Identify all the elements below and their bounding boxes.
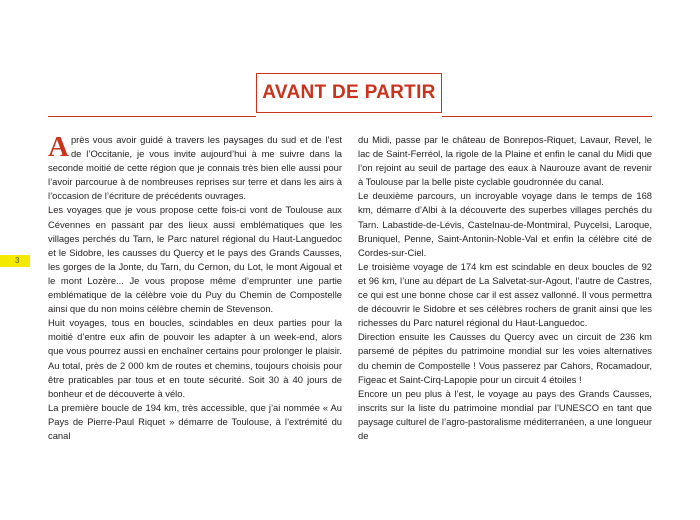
paragraph: du Midi, passe par le château de Bonrepos-Riquet, Lavaur, Revel, le lac de Saint-Ferréol, la rigole de la Plaine et enfin le canal du Midi que l’on rejoint au seuil de partage des eaux à Naurouze avant de revenir à Toulouse par la belle piste cyclable goudronnée du canal. [358, 134, 652, 188]
paragraph: Huit voyages, tous en boucles, scindables en deux parties pour la moitié d’entre eux afin de pouvoir les adapter à un week-end, alors que vous pourrez aussi en enchaîner certains pour prolonger le plaisir. Au total, près de 2 000 km de routes et chemins, toujours choisis pour être praticables par tous et en toute sécurité. Soit 30 à 40 jours de bonheur et de découverte à vélo. [48, 317, 342, 399]
paragraph: Direction ensuite les Causses du Quercy avec un circuit de 236 km parsemé de pépites du patrimoine mondial sur les voies alternatives du chemin de Compostelle ! Vous passerez par Cahors, Rocamadour, Figeac et Saint-Cirq-Lapopie pour un circuit 4 étoiles ! [358, 331, 652, 385]
page-title: AVANT DE PARTIR [262, 82, 436, 103]
paragraph-intro [48, 133, 342, 203]
paragraph: Les voyages que je vous propose cette fois-ci vont de Toulouse aux Cévennes en passant par des lieux aussi emblématiques que les villages perchés du Tarn, le Parc naturel régional du Haut-Languedoc et le Sidobre, les causses du Quercy et le pays des Grands Causses, les gorges de la Jonte, du Tarn, du Cernon, du Lot, le mont Aigoual et le mont Lozère... Je vous propose même d’emprunter une partie emblématique de la célèbre voie du Puy du Chemin de Compostelle ainsi que du non moins célèbre chemin de Stevenson. [48, 204, 342, 315]
paragraph: Le deuxième parcours, un incroyable voyage dans le temps de 168 km, démarre d’Albi à la découverte des superbes villages perchés du Tarn. Labastide-de-Lévis, Castelnau-de-Montmiral, Puycelsi, Laroque, Bruniquel, Penne, Saint-Antonin-Noble-Val et enfin la célèbre cité de Cordes-sur-Ciel. [358, 190, 652, 258]
title-rule-right [442, 116, 652, 117]
section-title-box [256, 73, 442, 113]
page-number: 3 [15, 256, 20, 265]
paragraph: La première boucle de 194 km, très accessible, que j’ai nommée « Au Pays de Pierre-Paul Riquet » démarre de Toulouse, à l’extrémité du canal [48, 401, 342, 441]
paragraph-intro-text: près vous avoir guidé à travers les paysages du sud et de l’est de l’Occitanie, je vous invite aujourd’hui à me suivre dans la seconde moitié de cette région que je connais très bien elle aussi pour l’avoir parcourue à de nombreuses reprises sur terre et dans les airs à l’occasion de l’écriture de précédents ouvrages. [48, 134, 342, 202]
drop-cap: A [48, 131, 69, 163]
paragraph: Encore un peu plus à l’est, le voyage au pays des Grands Causses, inscrits sur la liste du patrimoine mondial par l’UNESCO en tant que paysage culturel de l’agro-pastoralisme méditerranéen, a une longueur de [358, 387, 652, 441]
text-column-right [358, 133, 652, 443]
title-rule-left [48, 116, 256, 117]
text-column-left [48, 133, 342, 443]
paragraph: Le troisième voyage de 174 km est scindable en deux boucles de 92 et 96 km, l’une au départ de La Salvetat-sur-Agout, l’autre de Castres, ce qui est une bonne chose car il est assez vallonné. Il vous permettra de découvrir le Sidobre et ses célèbres rochers de granit ainsi que les richesses du Parc naturel régional du Haut-Languedoc. [358, 260, 652, 329]
page-number-tab [0, 255, 30, 267]
